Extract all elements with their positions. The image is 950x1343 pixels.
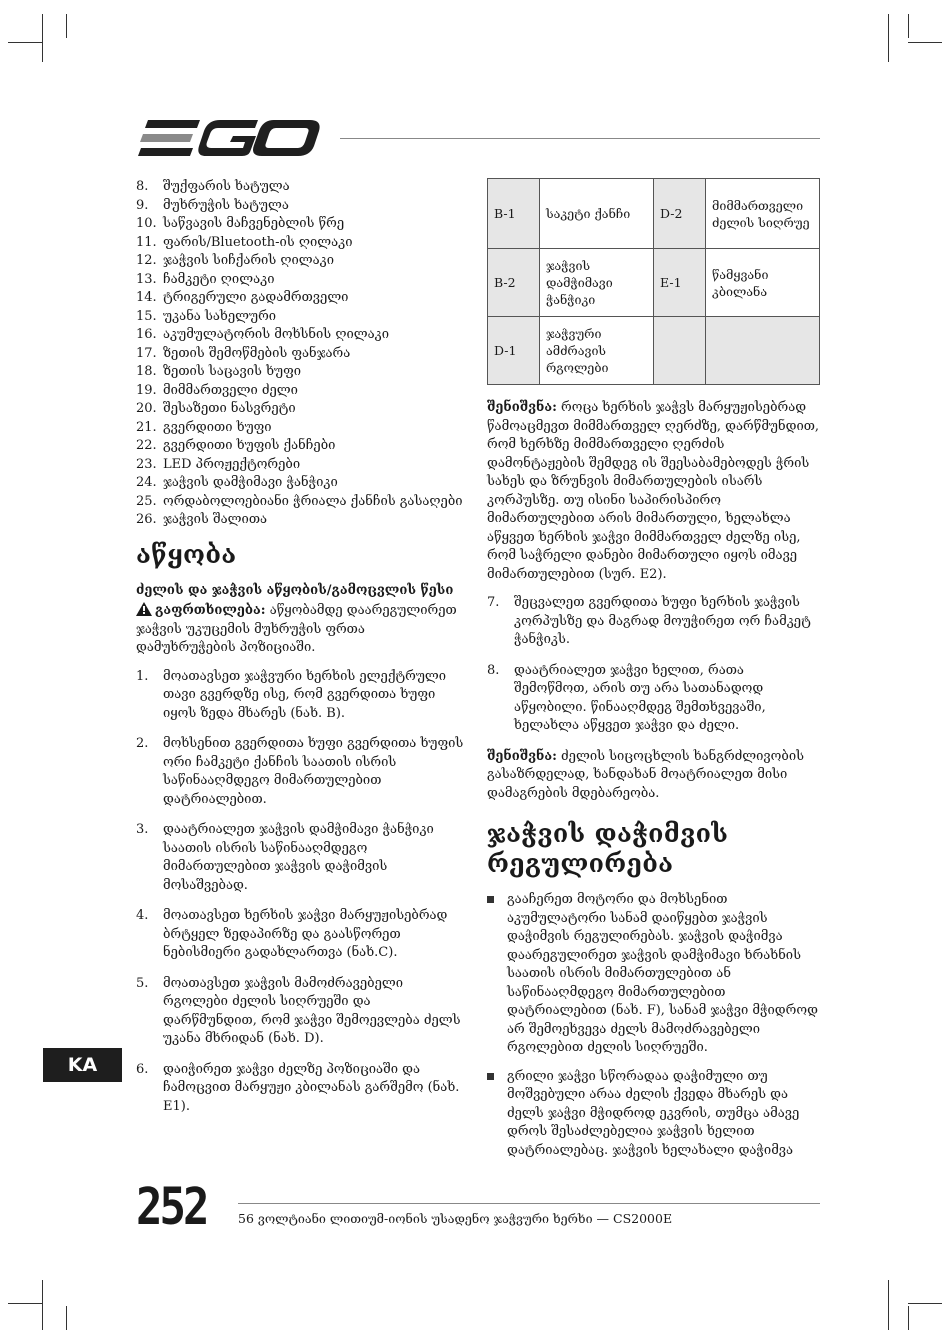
table-row xyxy=(488,317,820,385)
footer-rule xyxy=(238,1203,820,1204)
list-item-text: მოათავსეთ ხერხის ჯაჭვი მარყუჟისებრად ბრტყელ ზედაპირზე და გაასწორეთ ნებისმიერი გადახლართვა (ნახ.C). xyxy=(163,908,448,960)
list-item-number: 12. xyxy=(136,253,157,268)
list-item-text: დაატრიალეთ ჯაჭვი ხელით, რათა შემოწმოთ, არის თუ არა სათანადოდ აწყობილი. წინააღმდეგ შემთხვევაში, ხელახლა აწყვეთ ჯაჭვი და ძელი. xyxy=(514,662,766,733)
list-item xyxy=(136,493,466,512)
list-item-number: 23. xyxy=(136,456,157,472)
list-item-text: ორდაბოლოებიანი ჭრიალა ქანჩის გასაღები xyxy=(163,493,463,509)
crop-mark xyxy=(888,1280,889,1330)
bullet-text: გრილი ჯაჭვი სწორადაა დაჭიმული თუ მოშვებული არაა ძელის ქვედა მხარეს და ძელს ჯაჭვი მჭიდროდ ეკვრის, თუმცა ამავე დროს შესაძლებელია ჯაჭვის ხელით დატრიალებაც. ჯაჭვის ხელახალი დაჭიმვა xyxy=(507,1068,800,1158)
note-text: ძელის სიცოცხლის ხანგრძლივობის გასაზრდელად, ხანდახან მოატრიალეთ მისი დამაგრების მდებარეობა. xyxy=(487,748,804,801)
table-cell-empty xyxy=(654,317,706,385)
list-item xyxy=(136,437,466,456)
subheading-bar-chain: ძელის და ჯაჭვის აწყობის/გამოცვლის წესი xyxy=(136,582,454,598)
list-item xyxy=(136,345,466,364)
list-item-number: 3. xyxy=(136,822,149,837)
list-item xyxy=(136,456,466,475)
note-label: შენიშვნა: xyxy=(487,400,557,415)
list-item-text: გვერდითი ხუფის ქანჩები xyxy=(163,438,336,453)
list-item-number: 22. xyxy=(136,438,157,453)
table-cell-code: D-1 xyxy=(488,317,540,385)
list-item-number: 14. xyxy=(136,290,157,305)
table-cell-code: E-1 xyxy=(654,249,706,317)
list-item xyxy=(136,511,466,530)
crop-mark xyxy=(66,1306,67,1330)
list-item-text: გვერდითი ხუფი xyxy=(163,419,272,435)
list-item xyxy=(136,907,466,963)
list-item xyxy=(487,594,820,650)
list-item xyxy=(136,400,466,419)
note-label: შენიშვნა: xyxy=(487,748,557,764)
table-row xyxy=(488,179,820,249)
note-text: როცა ხერხის ჯაჭვს მარყუჟისებრად წამოაცმევთ მიმმართველ ღერძზე, დარწმუნდით, რომ ხერხზე მიმმართველი ღერძის დამონტაჟების შემდეგ ის შეესაბამებოდეს ჭრის სახეს და ზრუნვის მიმართულების ისარს კორპუსზე. თუ ისინი საპირისპირო მიმართულებით არის მიმართული, ხელახლა აწყვეთ ხერხის ჯაჭვი მიმმართველ ძელზე ისე, რომ საჭრელი დანები მიმართული იყოს იმავე მიმართულებით (სურ. E2). xyxy=(487,400,820,582)
assembly-steps-continued xyxy=(487,594,820,736)
crop-mark xyxy=(908,42,942,43)
list-item xyxy=(136,1061,466,1117)
list-item xyxy=(136,382,466,401)
square-bullet-icon xyxy=(487,1068,507,1161)
list-item-number: 25. xyxy=(136,493,157,509)
note-paragraph xyxy=(487,748,820,804)
right-column xyxy=(487,178,820,1170)
list-item-number: 6. xyxy=(136,1061,149,1077)
list-item-text: მიმმართველი ძელი xyxy=(163,382,298,398)
table-cell-name: მიმმართველი ძელის სიღრუე xyxy=(706,179,820,249)
parts-table xyxy=(487,178,820,385)
list-item xyxy=(136,252,466,271)
list-item-number: 8. xyxy=(487,662,500,678)
list-item xyxy=(136,363,466,382)
list-item-text: დაატრიალეთ ჯაჭვის დამჭიმავი ჭანჭიკი საათის ისრის საწინააღმდეგო მიმართულებით ჯაჭვის დაჭიმვის მოსაშვებად. xyxy=(163,822,434,893)
table-cell-name: ჯაჭვური ამძრავის რგოლები xyxy=(540,317,654,385)
table-cell-name: წამყვანი კბილანა xyxy=(706,249,820,317)
crop-mark xyxy=(66,14,67,38)
list-item-text: საწვავის მაჩვენებლის წრე xyxy=(163,216,345,231)
list-item xyxy=(136,668,466,724)
list-item-text: ჯაჭვის სიჩქარის ღილაკი xyxy=(163,253,335,268)
list-item-number: 16. xyxy=(136,327,157,342)
list-item-text: შუქფარის ხატულა xyxy=(163,179,290,194)
list-item xyxy=(136,735,466,809)
list-item-number: 19. xyxy=(136,382,157,398)
header-rule xyxy=(340,138,820,139)
table-row xyxy=(488,249,820,317)
list-item-number: 20. xyxy=(136,401,157,416)
square-bullet-icon xyxy=(487,891,507,1058)
crop-mark xyxy=(888,14,889,62)
table-cell-code: D-2 xyxy=(654,179,706,249)
list-item-text: მოათავსეთ ჯაჭვის მამოძრავებელი რგოლები ძელის სიღრუეში და დარწმუნდით, რომ ჯაჭვი შემოევლება ძელს უკანა მხრიდან (ნახ. D). xyxy=(163,975,461,1046)
list-item-number: 7. xyxy=(487,595,500,610)
list-item-number: 5. xyxy=(136,975,149,991)
footer-product-line: 56 ვოლტიანი ლითიუმ-იონის უსადენო ჯაჭვური ხერხი — CS2000E xyxy=(238,1211,673,1226)
crop-mark xyxy=(908,1303,942,1304)
list-item-text: ზეთის შემოწმების ფანჯარა xyxy=(163,345,351,361)
warning-text: აწყობამდე დაარეგულირეთ ჯაჭვის უკუცემის მუხრუჭის ფრთა დამუხრუჭების პოზიციაში. xyxy=(136,603,457,655)
warning-triangle-icon xyxy=(136,602,152,616)
list-item-number: 10. xyxy=(136,216,157,231)
list-item xyxy=(136,308,466,327)
section-title-assembly: აწყობა xyxy=(136,539,237,569)
list-item-number: 21. xyxy=(136,419,157,435)
list-item-text: ტრიგერული გადამრთველი xyxy=(163,290,349,305)
list-item-text: ჯაჭვის დამჭიმავი ჭანჭიკი xyxy=(163,475,338,490)
left-column xyxy=(136,178,466,1128)
list-item-number: 18. xyxy=(136,364,157,379)
crop-mark xyxy=(42,1280,43,1330)
list-item xyxy=(136,178,466,197)
list-item-number: 26. xyxy=(136,512,157,527)
list-item-text: მოათავსეთ ჯაჭვური ხერხის ელექტრული თავი გვერდზე ისე, რომ გვერდითა ხუფი იყოს ზედა მხარეს (ნახ. B). xyxy=(163,668,447,721)
table-cell-empty xyxy=(706,317,820,385)
tension-bullets xyxy=(487,891,820,1160)
list-item-number: 4. xyxy=(136,908,149,923)
crop-mark xyxy=(908,14,909,38)
section-title-chain-tension: ჯაჭვის დაჭიმვის რეგულირება xyxy=(487,819,729,878)
table-cell-name: საკეტი ქანჩი xyxy=(540,179,654,249)
warning-paragraph xyxy=(136,602,466,658)
list-item-number: 9. xyxy=(136,197,149,213)
ego-logo xyxy=(138,118,320,158)
list-item xyxy=(136,326,466,345)
list-item-text: დაიჭირეთ ჯაჭვი ძელზე პოზიციაში და ჩამოცვით მარყუჟი კბილანას გარშემო (ნახ. E1). xyxy=(163,1061,460,1114)
list-item xyxy=(136,197,466,216)
warning-label: გაფრთხილება: xyxy=(155,603,266,618)
parts-list xyxy=(136,178,466,530)
crop-mark xyxy=(42,14,43,62)
list-item-number: 2. xyxy=(136,736,149,751)
list-item xyxy=(136,271,466,290)
list-item-number: 17. xyxy=(136,345,157,361)
list-item xyxy=(136,975,466,1049)
list-item xyxy=(136,419,466,438)
list-item-text: მოხსენით გვერდითა ხუფი გვერდითა ხუფის ორი ჩამკეტი ქანჩის საათის ისრის საწინააღმდეგო მიმართულებით დატრიალებით. xyxy=(163,736,464,807)
assembly-steps xyxy=(136,668,466,1117)
table-cell-code: B-1 xyxy=(488,179,540,249)
list-item-text: მუხრუჭის ხატულა xyxy=(163,197,289,213)
list-item-number: 1. xyxy=(136,668,149,684)
list-item-number: 11. xyxy=(136,234,157,250)
crop-mark xyxy=(908,1306,909,1330)
bullet-item xyxy=(487,1068,820,1161)
list-item xyxy=(487,662,820,736)
list-item-text: ჩამკეტი ღილაკი xyxy=(163,271,275,287)
list-item xyxy=(136,821,466,895)
table-cell-name: ჯაჭვის დამჭიმავი ჭანჭიკი xyxy=(540,249,654,317)
list-item-text: ჯაჭვის შალითა xyxy=(163,512,268,527)
list-item xyxy=(136,474,466,493)
note-paragraph xyxy=(487,399,820,584)
list-item-number: 24. xyxy=(136,475,157,490)
list-item-number: 13. xyxy=(136,271,157,287)
list-item-text: LED პროჟექტორები xyxy=(163,456,301,472)
language-tab: KA xyxy=(43,1048,122,1082)
list-item-text: შესაზეთი ნასვრეტი xyxy=(163,401,296,416)
list-item-text: უკანა სახელური xyxy=(163,308,277,324)
bullet-item xyxy=(487,891,820,1058)
list-item-number: 8. xyxy=(136,179,149,194)
list-item xyxy=(136,215,466,234)
crop-mark xyxy=(8,1303,42,1304)
crop-mark xyxy=(8,42,42,43)
table-cell-code: B-2 xyxy=(488,249,540,317)
list-item-text: ზეთის საცავის ხუფი xyxy=(163,364,301,379)
bullet-text: გააჩერეთ მოტორი და მოხსენით აკუმულატორი სანამ დაიწყებთ ჯაჭვის დაჭიმვის რეგულირებას. ჯაჭვის დაჭიმვა დაარეგულირეთ ჯაჭვის დამჭიმავი ხრახნის საათის ისრის მიმართულებით ან საწინააღმდეგო მიმართულებით დატრიალებით (ნახ. F), სანამ ჯაჭვი მჭიდროდ არ შემოეხვევა ძელს მამოძრავებელი რგოლებით ძელის სიღრუეში. xyxy=(507,892,818,1055)
page-number: 252 xyxy=(136,1178,207,1237)
list-item-number: 15. xyxy=(136,308,157,324)
list-item-text: აკუმულატორის მოხსნის ღილაკი xyxy=(163,327,390,342)
list-item xyxy=(136,289,466,308)
list-item-text: შეცვალეთ გვერდითა ხუფი ხერხის ჯაჭვის კორპუსზე და მაგრად მოუჭირეთ ორ ჩამკეტ ჭანჭიკს. xyxy=(514,595,811,647)
list-item-text: ფარის/Bluetooth-ის ღილაკი xyxy=(163,234,353,250)
list-item xyxy=(136,234,466,253)
